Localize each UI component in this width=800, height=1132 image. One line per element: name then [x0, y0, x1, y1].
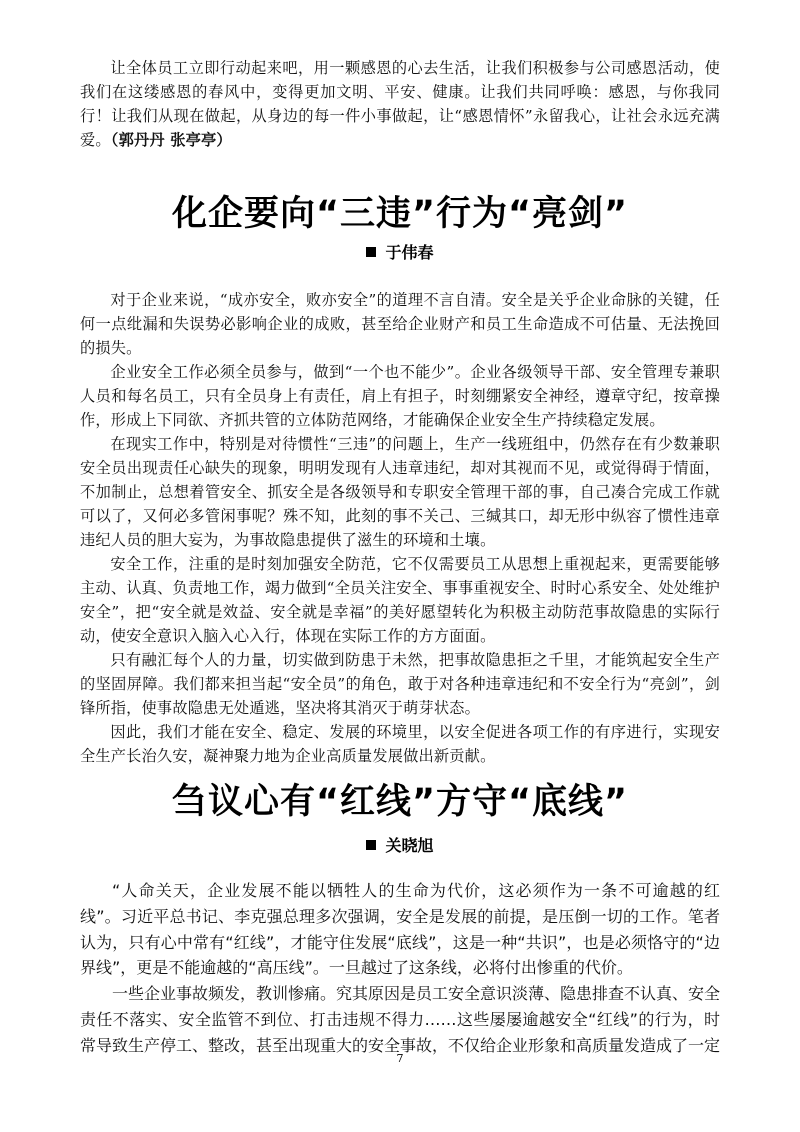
article2-author: 关晓旭	[385, 836, 434, 855]
page-number: 7	[396, 1052, 404, 1065]
intro-authors: （郭丹丹 张亭亭）	[110, 131, 232, 149]
article1-paragraph: 对于企业来说，“成亦安全，败亦安全”的道理不言自清。安全是关乎企业命脉的关键，任何一点纰漏和失误势必影响企业的成败，甚至给企业财产和员工生命造成不可估量、无法挽回的损失。	[80, 291, 720, 357]
article1-title: 化企要向“三违”行为“亮剑”	[171, 194, 628, 234]
article1-paragraph: 企业安全工作必须全员参与，做到“一个也不能少”。企业各级领导干部、安全管理专兼职人员和每名员工，只有全员身上有责任，肩上有担子，时刻绷紧安全神经，遵章守纪，按章操作，形成上下同欲、齐抓共管的立体防范网络，才能确保企业安全生产持续稳定发展。	[80, 363, 720, 429]
article1-body	[80, 288, 720, 768]
intro-text: 让全体员工立即行动起来吧，用一颗感恩的心去生活，让我们积极参与公司感恩活动，使我们在这缕感恩的春风中，变得更加文明、平安、健康。让我们共同呼唤：感恩，与你我同行！让我们从现在做起，从身边的每一件小事做起，让“感恩情怀”永留我心，让社会永远充满爱。	[80, 59, 720, 149]
article2-title: 刍议心有“红线”方守“底线”	[171, 782, 628, 822]
intro-section	[80, 56, 720, 152]
article2-byline	[0, 833, 800, 856]
article1-paragraph: 安全工作，注重的是时刻加强安全防范，它不仅需要员工从思想上重视起来，更需要能够主动、认真、负责地工作，竭力做到“全员关注安全、事事重视安全、时时心系安全、处处维护安全”，把“安全就是效益、安全就是幸福”的美好愿望转化为积极主动防范事故隐患的实际行动，使安全意识入脑入心入行，体现在实际工作的方方面面。	[80, 555, 720, 645]
article1-paragraph: 在现实工作中，特别是对待惯性“三违”的问题上，生产一线班组中，仍然存在有少数兼职安全员出现责任心缺失的现象，明明发现有人违章违纪，却对其视而不见，或觉得碍于情面，不加制止，总想着管安全、抓安全是各级领导和专职安全管理干部的事，自己凑合完成工作就可以了，又何必多管闲事呢？殊不知，此刻的事不关己、三缄其口，却无形中纵容了惯性违章违纪人员的胆大妄为，为事故隐患提供了滋生的环境和土壤。	[80, 435, 720, 549]
article1-byline	[0, 240, 800, 263]
square-bullet-icon	[366, 247, 376, 257]
article1-paragraph: 只有融汇每个人的力量，切实做到防患于未然，把事故隐患拒之千里，才能筑起安全生产的坚固屏障。我们都来担当起“安全员”的角色，敢于对各种违章违纪和不安全行为“亮剑”，剑锋所指，使事故隐患无处遁逃，坚决将其消灭于萌芽状态。	[80, 651, 720, 717]
article2-paragraph: “人命关天，企业发展不能以牺牲人的生命为代价，这必须作为一条不可逾越的红线”。习近平总书记、李克强总理多次强调，安全是发展的前提，是压倒一切的工作。笔者认为，只有心中常有“红线”，才能守住发展“底线”，这是一种“共识”，也是必须恪守的“边界线”，更是不能逾越的“高压线”。一旦越过了这条线，必将付出惨重的代价。	[80, 881, 720, 978]
article2-paragraph: 一些企业事故频发，教训惨痛。究其原因是员工安全意识淡薄、隐患排查不认真、安全责任不落实、安全监管不到位、打击违规不得力……这些屡屡逾越安全“红线”的行为，时常导致生产停工、整改，甚至出现重大的安全事故，不仅给企业形象和高质量发造成了一定	[80, 984, 721, 1055]
article2-body	[80, 878, 720, 1059]
intro-paragraph	[80, 56, 720, 152]
article1-paragraph: 因此，我们才能在安全、稳定、发展的环境里，以安全促进各项工作的有序进行，实现安全生产长治久安，凝神聚力地为企业高质量发展做出新贡献。	[80, 723, 720, 765]
article1-author: 于伟春	[385, 243, 434, 262]
square-bullet-icon	[366, 840, 376, 850]
